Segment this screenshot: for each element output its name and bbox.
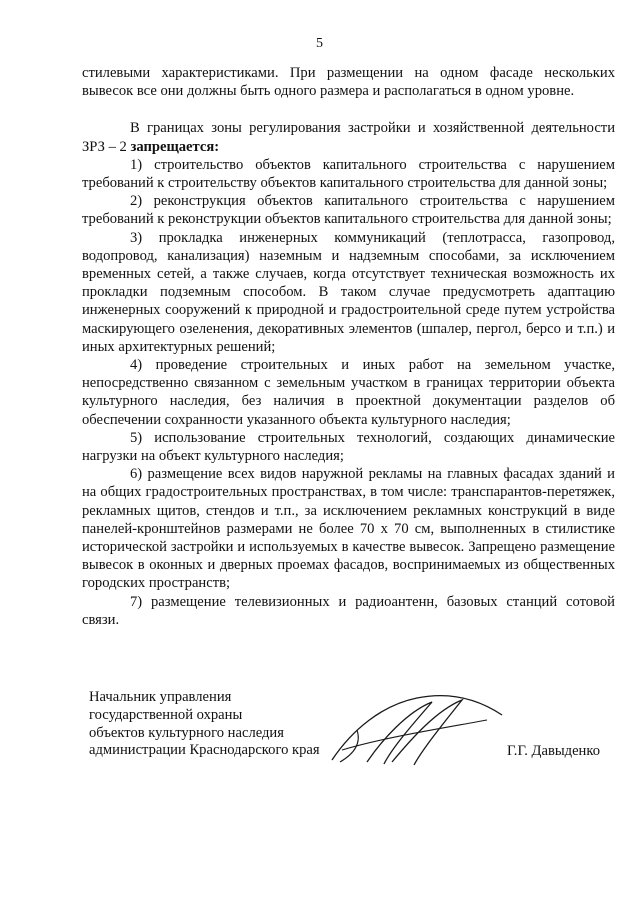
list-item-2: 2) реконструкция объектов капитального строительства с нарушением требований к реконструкции объектов капитального строительства для данной зоны; (82, 193, 615, 228)
list-item-5: 5) использование строительных технологий, создающих динамические нагрузки на объект культурного наследия; (82, 429, 615, 465)
list-item-7: 7) размещение телевизионных и радиоантенн, базовых станций сотовой связи. (82, 593, 615, 628)
signatory-position (89, 689, 320, 760)
handwritten-signature (322, 690, 512, 770)
zone-intro-bold: запрещается: (130, 138, 220, 155)
paragraph-continuation: стилевыми характеристиками. При размещении на одном фасаде нескольких вывесок все они должны быть одного размера и располагаться в одном уровне. (82, 65, 615, 100)
position-line-4: администрации Краснодарского края (89, 742, 320, 759)
position-line-2: государственной охраны (89, 706, 243, 723)
signer-name: Г.Г. Давыденко (507, 743, 601, 759)
list-item-3: 3) прокладка инженерных коммуникаций (теплотрасса, газопровод, водопровод, канализация) наземным и надземным способами, за исключением временных сетей, а также случаев, когда отсутствует техническая возможность их прокладки подземным способом. В таком случае предусмотреть адаптацию инженерных сооружений к природной и градостроительной среде путем устройства маскирующего озеленения, декоративных элементов (шпалер, пергол, берсо и т.п.) и иных архитектурных решений; (82, 229, 615, 355)
page-number: 5 (316, 36, 323, 51)
position-line-3: объектов культурного наследия (89, 724, 284, 741)
list-item-4: 4) проведение строительных и иных работ на земельном участке, непосредственно связанном с земельным участком в границах территории объекта культурного наследия, без наличия в проектной документации разделов об обеспечении сохранности указанного объекта культурного наследия; (82, 357, 615, 428)
zone-intro-text: В границах зоны регулирования застройки и хозяйственной деятельности ЗРЗ – 2 (82, 120, 615, 155)
document-body (82, 64, 615, 629)
position-line-1: Начальник управления (89, 689, 232, 705)
list-item-1: 1) строительство объектов капитального строительства с нарушением требований к строительству объектов капитального строительства для данной зоны; (82, 156, 615, 192)
list-item-6: 6) размещение всех видов наружной рекламы на главных фасадах зданий и на общих градостроительных пространствах, в том числе: транспарантов-перетяжек, рекламных щитов, стендов и т.п., за исключением рекламных конструкций в виде панелей-кронштейнов размерами не более 70 х 70 см, выполненных в стилистике исторической застройки и используемых в качестве вывесок. Запрещено размещение вывесок в оконных и дверных проемах фасадов, воспринимаемых из общественных городских пространств; (82, 466, 615, 592)
paragraph-zone-intro (82, 119, 615, 155)
